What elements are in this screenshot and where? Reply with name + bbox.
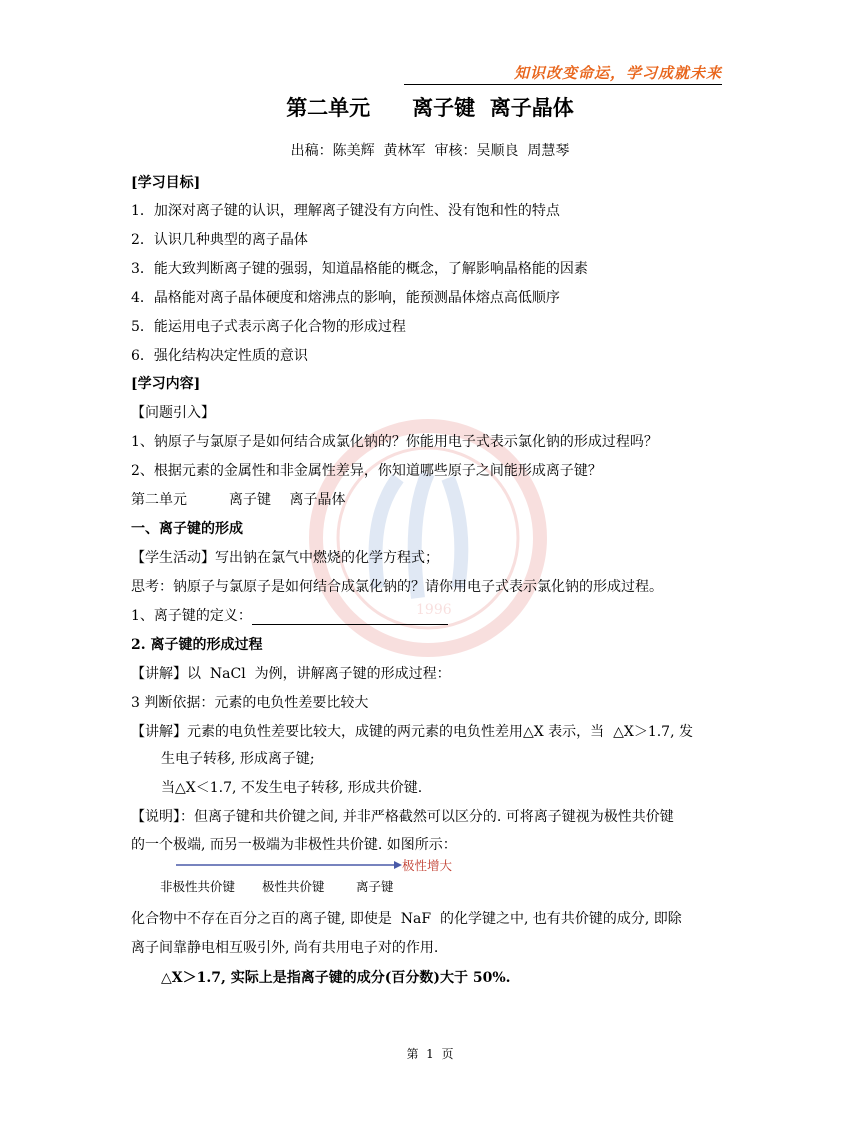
objective-item: 4．晶格能对离子晶体硬度和熔沸点的影响，能预测晶体熔点高低顺序 [131,290,560,306]
polarity-arrow-label: 极性增大 [402,858,453,873]
objective-item: 2．认识几种典型的离子晶体 [131,232,308,248]
polarity-arrow [176,858,406,872]
intro-question-2: 2、根据元素的金属性和非金属性差异，你知道哪些原子之间能形成离子键？ [131,463,602,479]
lecture-2-cont: 生电子转移, 形成离子键; [161,751,315,767]
watermark-year: 1996 [416,602,452,618]
formation-heading: 2. 离子键的形成过程 [131,637,263,653]
note-line: 的一个极端, 而另一极端为非极性共价键. 如图所示： [131,837,457,853]
content-heading: [学习内容] [131,376,201,392]
lecture-2: 【讲解】元素的电负性差要比较大，成键的两元素的电负性差用△X 表示，当 △X＞1.7, 发 [131,724,693,740]
objective-item: 5．能运用电子式表示离子化合物的形成过程 [131,319,406,335]
paragraph-line: 离子间靠静电相互吸引外, 尚有共用电子对的作用. [131,940,439,956]
intro-heading: 【问题引入】 [131,405,215,421]
section-1-heading: 一、离子键的形成 [131,521,243,537]
objective-item: 3．能大致判断离子键的强弱，知道晶格能的概念，了解影响晶格能的因素 [131,261,588,277]
paragraph-line: 化合物中不存在百分之百的离子键, 即使是 NaF 的化学键之中, 也有共价键的成分, 即除 [131,911,682,927]
think-prompt: 思考：钠原子与氯原子是如何结合成氯化钠的？请你用电子式表示氯化钠的形成过程。 [131,579,663,595]
intro-question-1: 1、钠原子与氯原子是如何结合成氯化钠的？你能用电子式表示氯化钠的形成过程吗？ [131,434,658,450]
lecture-2-cont: 当△X＜1.7, 不发生电子转移, 形成共价键. [161,780,423,796]
objective-item: 1．加深对离子键的认识，理解离子键没有方向性、没有饱和性的特点 [131,203,560,219]
lecture-1: 【讲解】以 NaCl 为例，讲解离子键的形成过程： [131,666,451,682]
student-activity: 【学生活动】写出钠在氯气中燃烧的化学方程式； [131,550,439,566]
unit-line: 第二单元 离子键 离子晶体 [131,492,346,508]
note-line: 【说明】：但离子键和共价键之间, 并非严格截然可以区分的. 可将离子键视为极性共价键 [131,809,674,825]
diagram-label-ionic: 离子键 [356,879,394,894]
definition-blank[interactable] [252,610,448,625]
diagram-label-nonpolar: 非极性共价键 [160,879,236,894]
diagram-label-polar: 极性共价键 [262,879,325,894]
header-motto: 知识改变命运，学习成就未来 [513,64,722,82]
objective-item: 6．强化结构决定性质的意识 [131,348,308,364]
page-title: 第二单元 离子键 离子晶体 [286,95,574,120]
credits: 出稿：陈美辉 黄林军 审核：吴顺良 周慧琴 [290,143,570,159]
definition-label: 1、离子键的定义： [131,608,252,624]
objectives-heading: [学习目标] [131,175,201,191]
definition-line [131,605,448,625]
criterion: 3 判断依据：元素的电负性差要比较大 [131,695,369,711]
paragraph-line: △X＞1.7, 实际上是指离子键的成分(百分数)大于 50%. [161,970,511,986]
page-number: 第 1 页 [406,1047,454,1061]
header-rule [404,84,722,85]
